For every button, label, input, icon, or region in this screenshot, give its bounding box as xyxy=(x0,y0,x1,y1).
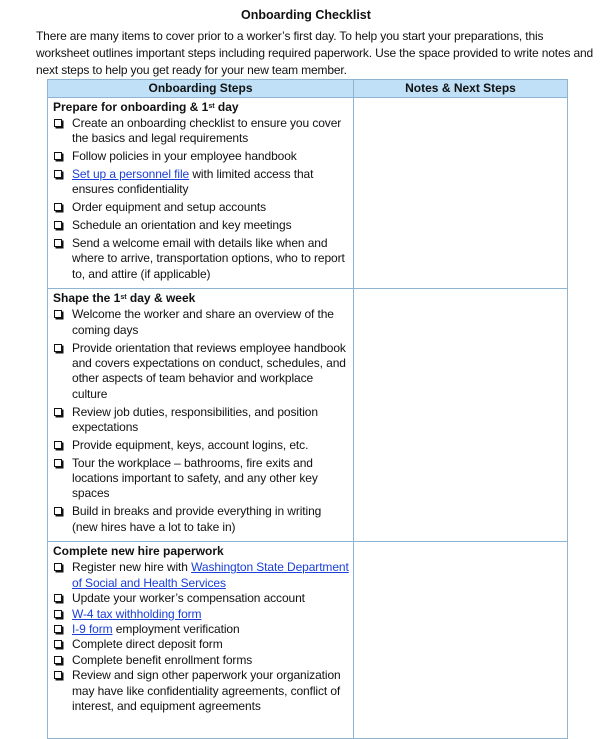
checkbox-icon[interactable] xyxy=(54,507,62,515)
checklist-item: Send a welcome email with details like when and where to arrive, transportation options, who to report to, and attire (if applicable) xyxy=(53,236,349,282)
checkbox-icon[interactable] xyxy=(54,610,62,618)
personnel-file-link[interactable]: Set up a personnel file xyxy=(72,167,190,181)
notes-cell-shape[interactable] xyxy=(354,289,568,542)
checkbox-icon[interactable] xyxy=(54,640,62,648)
intro-paragraph: There are many items to cover prior to a worker’s first day. To help you start your preparations, this worksheet outlines important steps including required paperwork. Use the space provided to write notes and next steps to help you get ready for your new team member. xyxy=(36,29,594,77)
notes-cell-paperwork[interactable] xyxy=(354,542,568,739)
checklist-item: Update your worker’s compensation account xyxy=(53,591,349,606)
checklist-item: Schedule an orientation and key meetings xyxy=(53,218,349,233)
w4-form-link[interactable]: W-4 tax withholding form xyxy=(72,606,202,621)
i9-form-link[interactable]: I-9 form xyxy=(72,622,113,637)
checklist-item: Welcome the worker and share an overview of the coming days xyxy=(53,307,349,338)
column-header-notes: Notes & Next Steps xyxy=(354,80,568,98)
checkbox-icon[interactable] xyxy=(54,563,62,571)
checkbox-icon[interactable] xyxy=(54,344,62,352)
checkbox-icon[interactable] xyxy=(54,239,62,247)
checkbox-icon[interactable] xyxy=(54,119,62,127)
checkbox-icon[interactable] xyxy=(54,203,62,211)
checkbox-icon[interactable] xyxy=(54,594,62,602)
column-header-steps: Onboarding Steps xyxy=(48,80,354,98)
checklist-item: Complete direct deposit form xyxy=(53,637,349,652)
section-heading-shape: Shape the 1st day & week xyxy=(53,291,196,306)
checklist-item: Provide equipment, keys, account logins, etc. xyxy=(53,438,349,453)
checkbox-icon[interactable] xyxy=(54,441,62,449)
checklist-item: I-9 form employment verification xyxy=(53,622,349,637)
page-title: Onboarding Checklist xyxy=(241,8,371,22)
checklist-item: Tour the workplace – bathrooms, fire exits and locations important to safety, and any other key spaces xyxy=(53,456,349,502)
checkbox-icon[interactable] xyxy=(54,221,62,229)
checklist-item: Provide orientation that reviews employee handbook and covers expectations on conduct, schedules, and other aspects of team behavior and workplace culture xyxy=(53,341,349,403)
checkbox-icon[interactable] xyxy=(54,671,62,679)
section-row-shape xyxy=(48,289,568,542)
checklist-item xyxy=(53,607,349,622)
checkbox-icon[interactable] xyxy=(54,625,62,633)
checkbox-icon[interactable] xyxy=(54,152,62,160)
checklist-item: Review job duties, responsibilities, and position expectations xyxy=(53,405,349,436)
dshs-link[interactable]: Washington State Department of Social and Health Services xyxy=(72,560,349,590)
checkbox-icon[interactable] xyxy=(54,310,62,318)
table-header-row xyxy=(48,80,568,98)
section-heading-prepare: Prepare for onboarding & 1st day xyxy=(53,100,239,114)
section-row-paperwork xyxy=(48,542,568,739)
checkbox-icon[interactable] xyxy=(54,408,62,416)
checklist-item: Build in breaks and provide everything in writing (new hires have a lot to take in) xyxy=(53,504,349,535)
checklist-item: Set up a personnel file with limited access that ensures confidentiality xyxy=(53,167,349,198)
checklist-item: Complete benefit enrollment forms xyxy=(53,653,349,668)
section-heading-paperwork: Complete new hire paperwork xyxy=(53,544,224,559)
onboarding-table xyxy=(47,79,568,739)
section-row-prepare xyxy=(48,98,568,289)
notes-cell-prepare[interactable] xyxy=(354,98,568,289)
checkbox-icon[interactable] xyxy=(54,459,62,467)
checkbox-icon[interactable] xyxy=(54,656,62,664)
checklist-item: Create an onboarding checklist to ensure you cover the basics and legal requirements xyxy=(53,116,349,147)
checklist-item: Review and sign other paperwork your organization may have like confidentiality agreements, conflict of interest, and equipment agreements xyxy=(53,668,349,714)
checklist-item: Follow policies in your employee handbook xyxy=(53,149,349,164)
checklist-item: Order equipment and setup accounts xyxy=(53,200,349,215)
checklist-item: Register new hire with Washington State Department of Social and Health Services xyxy=(53,560,349,591)
checkbox-icon[interactable] xyxy=(54,170,62,178)
